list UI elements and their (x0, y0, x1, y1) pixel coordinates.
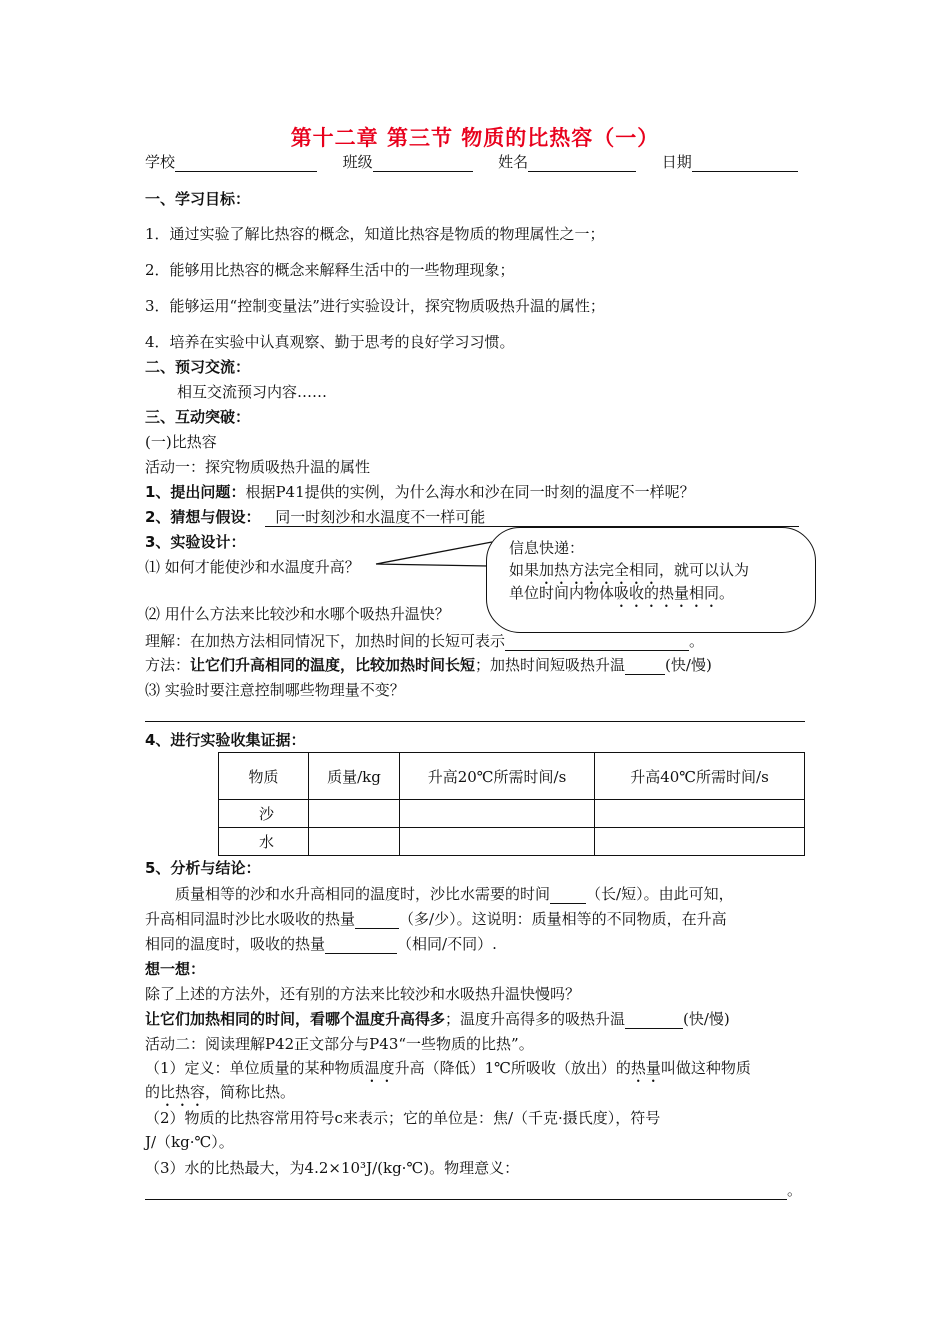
conclusion-line-1: 质量相等的沙和水升高相同的温度时，沙比水需要的时间 （长/短）。由此可知， (175, 885, 734, 903)
think-heading: 想一想： (145, 960, 206, 978)
section-2-heading: 二、预习交流： (145, 358, 251, 376)
table-row (219, 828, 805, 856)
understand-line: 理解：在加热方法相同情况下，加热时间的长短可表示 。 (145, 632, 705, 650)
school-label: 学校 (145, 153, 176, 171)
think-question: 除了上述的方法外，还有别的方法来比较沙和水吸热升温快慢吗？ (145, 985, 581, 1003)
design-question-3: ⑶ 实验时要注意控制哪些物理量不变？ (145, 681, 405, 699)
section-3-heading: 三、互动突破： (145, 408, 251, 426)
question-3-label: 3、实验设计： (145, 533, 246, 551)
method-line: 方法：让它们升高相同的温度，比较加热时间长短；加热时间短吸热升温 (快/慢) (145, 656, 712, 674)
bubble-title: 信息快递： (509, 539, 585, 557)
meaning-blank[interactable] (145, 1183, 787, 1200)
data-table (218, 752, 805, 856)
name-blank[interactable] (528, 155, 636, 172)
unit-line-2: J/（kg·℃）。 (145, 1133, 234, 1151)
question-2-label: 2、猜想与假设： (145, 508, 261, 526)
name-label: 姓名 (498, 153, 529, 171)
conclusion-blank-2[interactable] (355, 912, 399, 929)
understand-blank[interactable] (505, 634, 689, 651)
goal-item: 3．能够运用“控制变量法”进行实验设计，探究物质吸热升温的属性； (145, 297, 605, 315)
bubble-line-1: 如果加热方法完全相同，就可以认为 (509, 561, 750, 579)
table-cell: 沙 (219, 800, 309, 828)
date-blank[interactable] (692, 155, 798, 172)
section-5-heading: 5、分析与结论： (145, 859, 261, 877)
table-cell[interactable] (309, 828, 400, 856)
conclusion-line-2: 升高相同温时沙比水吸收的热量 （多/少）。这说明：质量相等的不同物质，在升高 (145, 910, 727, 928)
question-1-label: 1、提出问题： (145, 483, 246, 501)
info-bubble (486, 527, 816, 633)
conclusion-blank-3[interactable] (325, 937, 397, 954)
preview-text: 相互交流预习内容…… (177, 383, 328, 401)
think-answer: 让它们加热相同的时间，看哪个温度升高得多；温度升高得多的吸热升温 (快/慢) (145, 1010, 730, 1028)
meaning-answer: 。 (145, 1180, 802, 1200)
bubble-line-2: 单位时间内物体吸收的热量相同。 (509, 584, 735, 602)
activity-1-heading: 活动一：探究物质吸热升温的属性 (145, 458, 371, 476)
method-blank[interactable] (625, 658, 665, 675)
hypothesis-text: 同一时刻沙和水温度不一样可能 (275, 508, 486, 526)
conclusion-blank-1[interactable] (550, 887, 586, 904)
definition-line-2: 的比热容，简称比热。 (145, 1083, 296, 1101)
table-header-cell: 质量/kg (309, 753, 400, 800)
table-header-row (219, 753, 805, 800)
conclusion-line-3: 相同的温度时，吸收的热量 （相同/不同）. (145, 935, 497, 953)
hypothesis-blank[interactable] (265, 510, 799, 527)
table-cell[interactable] (309, 800, 400, 828)
design-question-2: ⑵ 用什么方法来比较沙和水哪个吸热升温快？ (145, 605, 450, 623)
section-1-heading: 一、学习目标： (145, 190, 251, 208)
section-4-heading: 4、进行实验收集证据： (145, 731, 306, 749)
goal-item: 4．培养在实验中认真观察、勤于思考的良好学习习惯。 (145, 333, 515, 351)
think-blank[interactable] (625, 1012, 683, 1029)
table-cell[interactable] (595, 828, 805, 856)
class-label: 班级 (342, 153, 373, 171)
date-label: 日期 (661, 153, 692, 171)
goal-item: 1．通过实验了解比热容的概念，知道比热容是物质的物理属性之一； (145, 225, 605, 243)
definition-line-1: （1）定义：单位质量的某种物质温度升高（降低）1℃所吸收（放出）的热量叫做这种物质 (145, 1059, 751, 1077)
question-1-text: 根据P41提供的实例，为什么海水和沙在同一时刻的温度不一样呢？ (245, 483, 695, 501)
unit-line-1: （2）物质的比热容常用符号c来表示；它的单位是：焦/（千克·摄氏度），符号 (145, 1109, 661, 1127)
table-cell[interactable] (400, 800, 595, 828)
table-cell[interactable] (595, 800, 805, 828)
goal-item: 2．能够用比热容的概念来解释生活中的一些物理现象； (145, 261, 515, 279)
water-heat-line: （3）水的比热最大，为4.2×10³J/(kg·℃)。物理意义： (145, 1159, 520, 1177)
answer-line[interactable] (145, 721, 805, 722)
table-row (219, 800, 805, 828)
class-blank[interactable] (373, 155, 473, 172)
school-blank[interactable] (175, 155, 317, 172)
table-cell: 水 (219, 828, 309, 856)
header-fields (145, 152, 798, 172)
activity-2-heading: 活动二：阅读理解P42正文部分与P43“一些物质的比热”。 (145, 1035, 534, 1053)
table-header-cell: 升高40℃所需时间/s (595, 753, 805, 800)
table-header-cell: 升高20℃所需时间/s (400, 753, 595, 800)
question-1 (145, 482, 695, 502)
table-cell[interactable] (400, 828, 595, 856)
page-title: 第十二章 第三节 物质的比热容（一） (290, 126, 660, 150)
table-header-cell: 物质 (219, 753, 309, 800)
design-question-1: ⑴ 如何才能使沙和水温度升高？ (145, 558, 360, 576)
subsection-heading: (一)比热容 (145, 433, 217, 451)
question-2 (145, 507, 799, 527)
